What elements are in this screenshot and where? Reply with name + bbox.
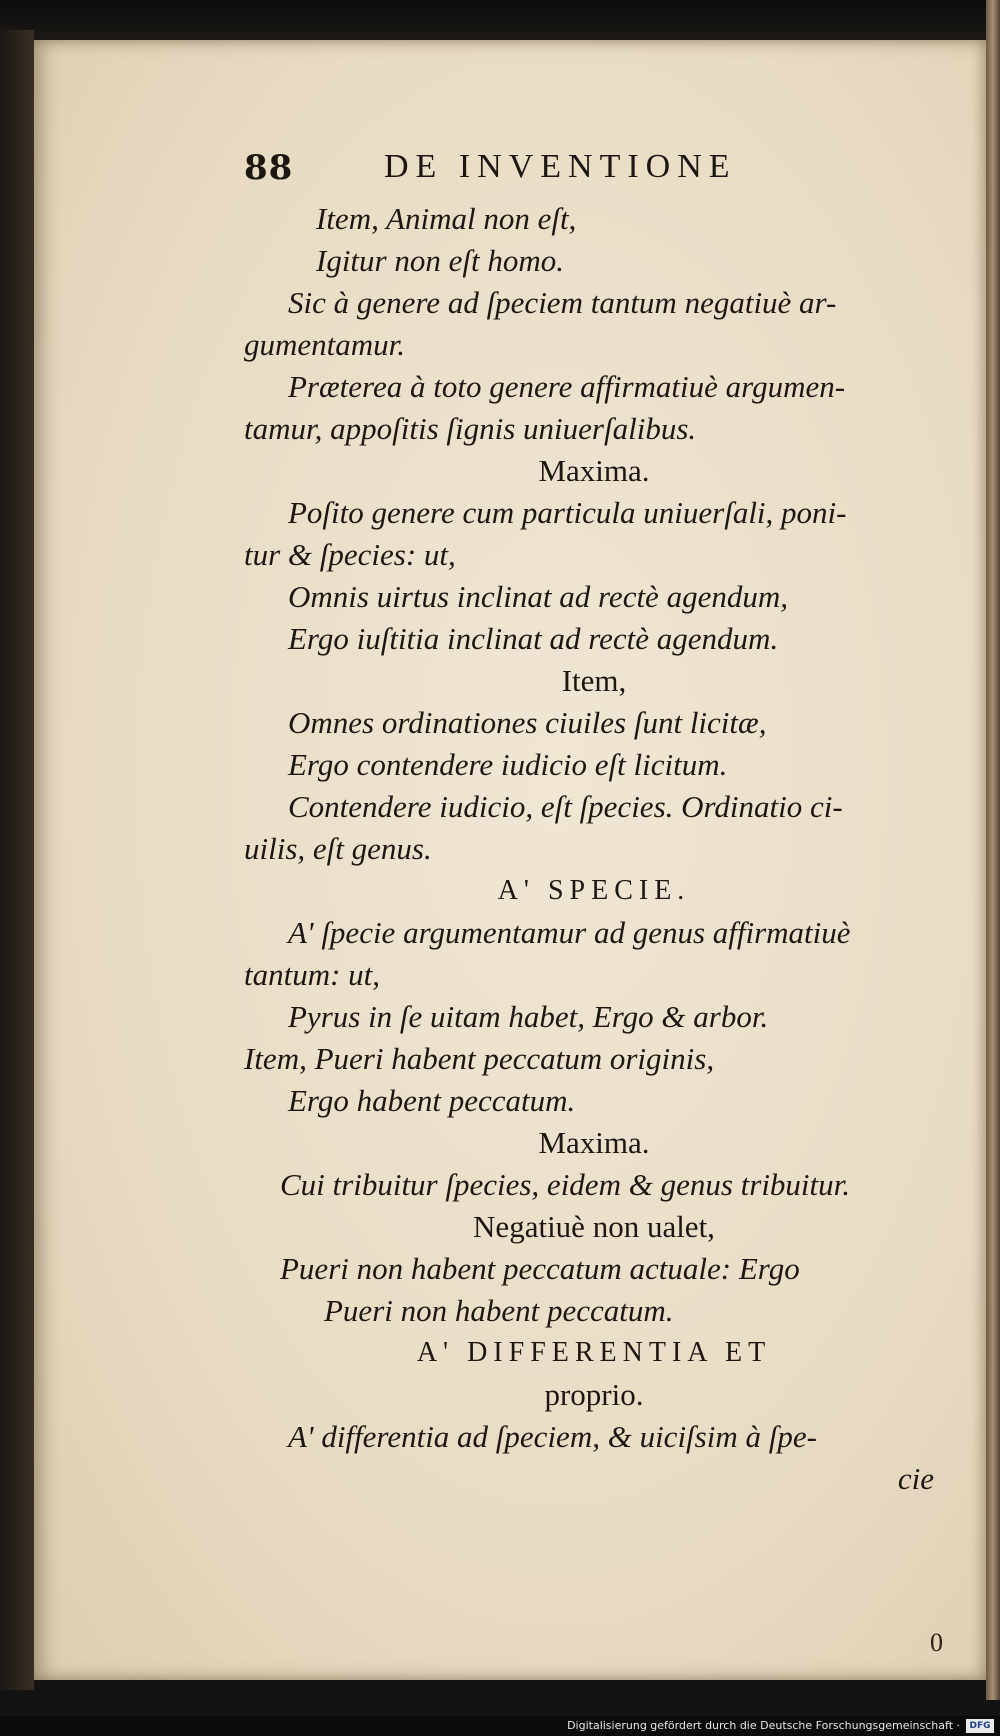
text-line: Item, bbox=[561, 663, 627, 698]
footer-text: Digitalisierung gefördert durch die Deutsche Forschungsgemeinschaft · bbox=[567, 1719, 960, 1732]
text-line: Ergo contendere iudicio eſt licitum. bbox=[288, 747, 728, 782]
text-line: Cui tribuitur ſpecies, eidem & genus tribuitur. bbox=[280, 1167, 851, 1202]
text-line: Igitur non eſt homo. bbox=[316, 243, 564, 278]
text-line: Ergo habent peccatum. bbox=[288, 1083, 576, 1118]
text-block bbox=[244, 140, 944, 1500]
book-page bbox=[34, 40, 986, 1680]
text-line: A' DIFFERENTIA ET bbox=[416, 1337, 772, 1368]
text-line: A' differentia ad ſpeciem, & uiciſsim à ſpe- bbox=[288, 1419, 817, 1454]
book-board-edge bbox=[986, 0, 1000, 1700]
text-line: Pueri non habent peccatum. bbox=[324, 1293, 674, 1328]
text-line: A' ſpecie argumentamur ad genus affirmatiuè bbox=[288, 915, 851, 950]
text-line: Ergo iuſtitia inclinat ad rectè agendum. bbox=[288, 621, 779, 656]
text-line: Præterea à toto genere affirmatiuè argumen- bbox=[288, 369, 846, 404]
text-line: Maxima. bbox=[538, 453, 650, 488]
text-line: tantum: ut, bbox=[244, 957, 381, 992]
text-line: Contendere iudicio, eſt ſpecies. Ordinatio ci- bbox=[288, 789, 843, 824]
text-line: proprio. bbox=[544, 1377, 644, 1412]
text-lines bbox=[244, 198, 944, 1500]
dfg-logo-icon: DFG bbox=[966, 1719, 994, 1733]
text-line: Sic à genere ad ſpeciem tantum negatiuè ar- bbox=[288, 285, 837, 320]
text-line: Pyrus in ſe uitam habet, Ergo & arbor. bbox=[288, 999, 769, 1034]
text-line: uilis, eſt genus. bbox=[244, 831, 432, 866]
text-line: cie bbox=[897, 1461, 934, 1496]
text-line: Omnis uirtus inclinat ad rectè agendum, bbox=[288, 579, 788, 614]
page-number: 88 bbox=[244, 148, 294, 188]
signature-mark: 0 bbox=[930, 1628, 943, 1657]
text-line: tamur, appoſitis ſignis uniuerſalibus. bbox=[244, 411, 697, 446]
text-line: tur & ſpecies: ut, bbox=[244, 537, 456, 572]
page-header bbox=[244, 140, 944, 198]
text-line: Item, Animal non eſt, bbox=[316, 201, 577, 236]
text-line: Omnes ordinationes ciuiles ſunt licitæ, bbox=[288, 705, 767, 740]
text-line: Item, Pueri habent peccatum originis, bbox=[244, 1041, 715, 1076]
book-spine bbox=[0, 30, 34, 1690]
text-line: gumentamur. bbox=[244, 327, 406, 362]
text-line: Negatiuè non ualet, bbox=[473, 1209, 715, 1244]
text-line: Pueri non habent peccatum actuale: Ergo bbox=[280, 1251, 800, 1286]
running-title: DE INVENTIONE bbox=[384, 148, 737, 185]
text-line: Poſito genere cum particula uniuerſali, poni- bbox=[288, 495, 847, 530]
text-line: A' SPECIE. bbox=[497, 875, 691, 906]
text-line: Maxima. bbox=[538, 1125, 650, 1160]
